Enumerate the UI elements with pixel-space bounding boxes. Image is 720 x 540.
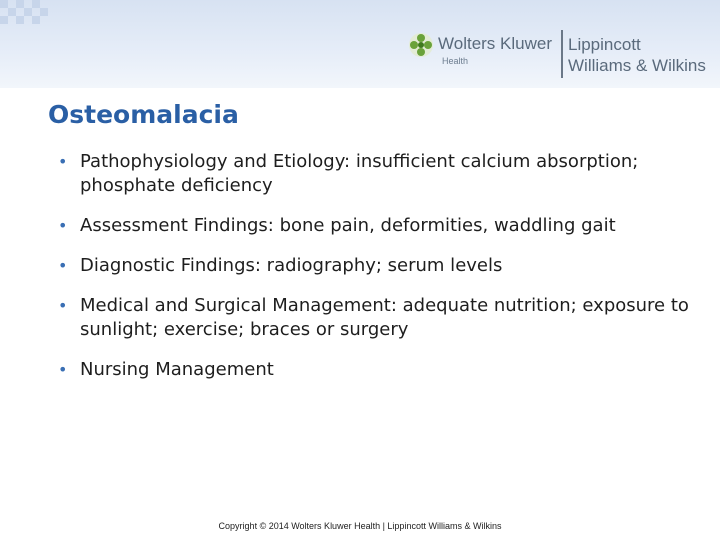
bullet-icon: • bbox=[58, 360, 68, 379]
bullet-icon: • bbox=[58, 152, 68, 171]
wolters-kluwer-logo-icon bbox=[408, 32, 434, 58]
bullet-item bbox=[56, 254, 696, 278]
imprint-line-2: Williams & Wilkins bbox=[568, 56, 706, 75]
header-band bbox=[0, 0, 720, 88]
division-name: Health bbox=[442, 56, 469, 66]
bullet-item bbox=[56, 294, 696, 342]
bullet-item bbox=[56, 358, 696, 382]
company-name: Wolters Kluwer bbox=[438, 34, 552, 53]
bullet-text: Diagnostic Findings: radiography; serum levels bbox=[80, 255, 503, 276]
slide-title: Osteomalacia bbox=[48, 100, 239, 129]
bullet-text: Nursing Management bbox=[80, 359, 274, 380]
logo-divider bbox=[561, 30, 563, 78]
bullet-icon: • bbox=[58, 296, 68, 315]
bullet-text: Assessment Findings: bone pain, deformities, waddling gait bbox=[80, 215, 616, 236]
imprint-line-1: Lippincott bbox=[568, 35, 641, 54]
bullet-icon: • bbox=[58, 256, 68, 275]
bullet-item bbox=[56, 150, 696, 198]
bullet-text: Medical and Surgical Management: adequate nutrition; exposure to sunlight; exercise; braces or surgery bbox=[80, 295, 689, 340]
corner-pattern bbox=[0, 0, 48, 24]
bullet-list bbox=[56, 150, 696, 398]
bullet-icon: • bbox=[58, 216, 68, 235]
imprint-name bbox=[568, 34, 706, 76]
publisher-logo bbox=[408, 30, 718, 78]
bullet-item bbox=[56, 214, 696, 238]
bullet-text: Pathophysiology and Etiology: insufficient calcium absorption; phosphate deficiency bbox=[80, 151, 639, 196]
copyright-footer: Copyright © 2014 Wolters Kluwer Health | Lippincott Williams & Wilkins bbox=[218, 521, 502, 531]
